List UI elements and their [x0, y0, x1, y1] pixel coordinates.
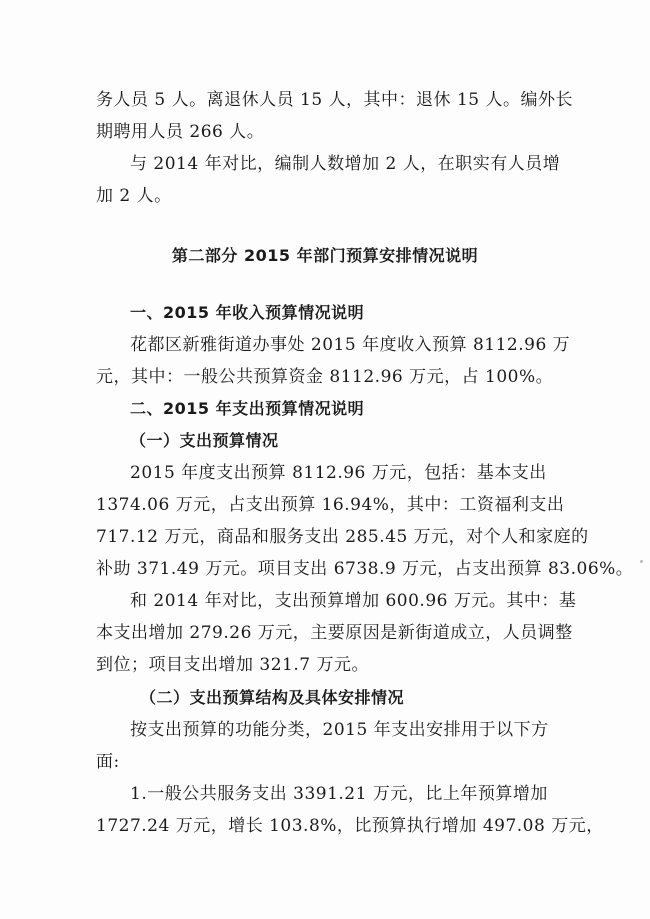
body-text-line: 1374.06 万元，占支出预算 16.94%，其中：工资福利支出	[96, 495, 565, 515]
body-text-line: 到位；项目支出增加 321.7 万元。	[96, 655, 369, 675]
body-text-line: 元，其中：一般公共预算资金 8112.96 万元，占 100%。	[96, 367, 554, 387]
body-text-line: 补助 371.49 万元。项目支出 6738.9 万元，占支出预算 83.06%。	[96, 559, 634, 579]
body-text-line: 2015 年度支出预算 8112.96 万元，包括：基本支出	[130, 463, 547, 483]
body-text-line: 1.一般公共服务支出 3391.21 万元，比上年预算增加	[130, 784, 548, 804]
subheading-expense-structure: （二）支出预算结构及具体安排情况	[140, 688, 405, 707]
section-title: 第二部分 2015 年部门预算安排情况说明	[171, 246, 479, 265]
body-text-line: 717.12 万元，商品和服务支出 285.45 万元，对个人和家庭的	[96, 527, 589, 547]
body-text-line: 加 2 人。	[96, 186, 172, 206]
body-text-line: 花都区新雅街道办事处 2015 年度收入预算 8112.96 万	[130, 335, 571, 355]
heading-expense: 二、2015 年支出预算情况说明	[130, 399, 365, 418]
body-text-line: 和 2014 年对比，支出预算增加 600.96 万元。其中：基	[130, 591, 577, 611]
scan-speck	[640, 560, 643, 563]
body-text-line: 1727.24 万元，增长 103.8%，比预算执行增加 497.08 万元，	[96, 816, 604, 836]
body-text-line: 期聘用人员 266 人。	[96, 122, 265, 142]
body-text-line: 面:	[96, 752, 120, 772]
subheading-expense-overview: （一）支出预算情况	[130, 431, 279, 450]
body-text-line: 与 2014 年对比，编制人数增加 2 人，在职实有人员增	[130, 154, 561, 174]
heading-income: 一、2015 年收入预算情况说明	[130, 303, 365, 322]
body-text-line: 务人员 5 人。离退休人员 15 人，其中：退休 15 人。编外长	[96, 90, 574, 110]
body-text-line: 按支出预算的功能分类，2015 年支出安排用于以下方	[130, 720, 549, 740]
body-text-line: 本支出增加 279.26 万元，主要原因是新街道成立，人员调整	[96, 623, 573, 643]
